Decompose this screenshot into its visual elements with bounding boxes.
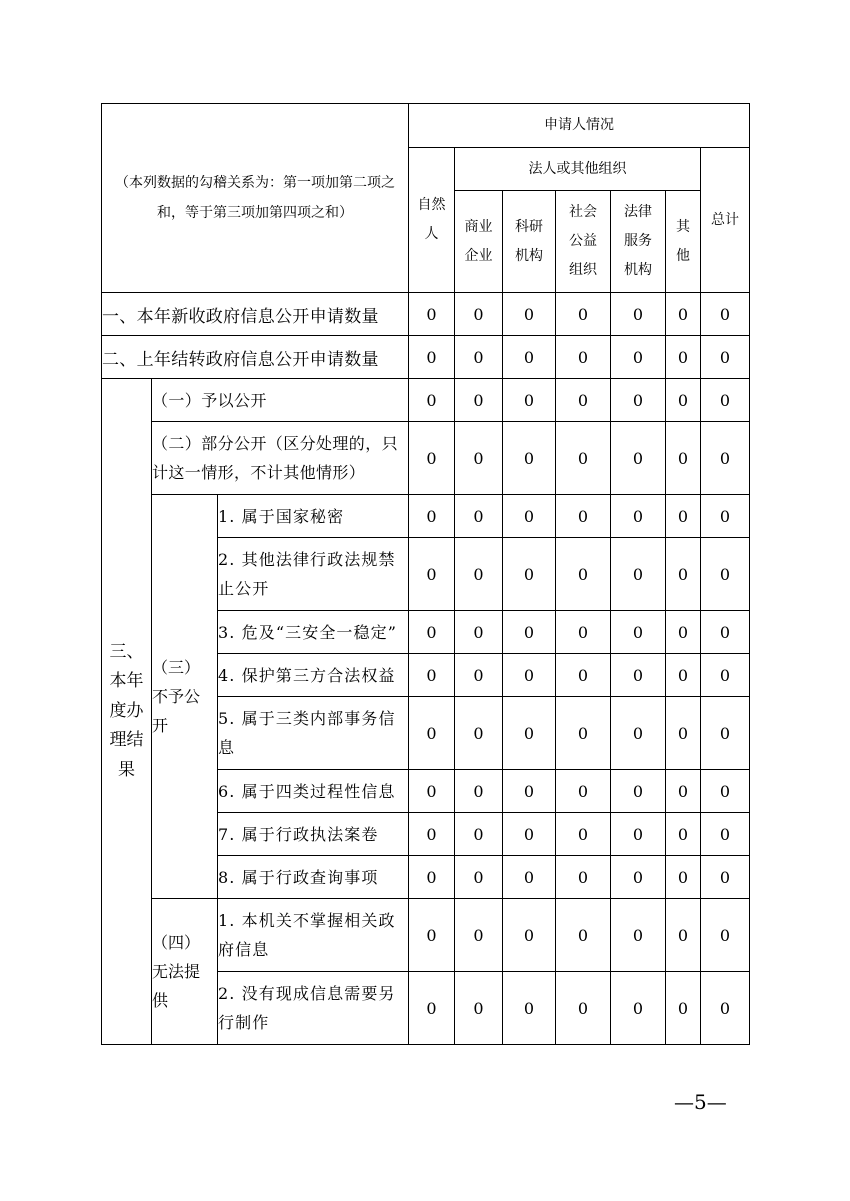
table-row — [102, 899, 750, 972]
count-commercial-enterprise: 0 — [455, 293, 503, 336]
count-legal-service-org: 0 — [611, 697, 666, 770]
other-org-header-text: 其他 — [675, 218, 690, 264]
count-research-institution: 0 — [503, 856, 556, 899]
count-legal-service-org: 0 — [611, 336, 666, 379]
count-total: 0 — [701, 611, 750, 654]
count-research-institution: 0 — [503, 422, 556, 495]
count-other-org: 0 — [666, 856, 701, 899]
count-other-org: 0 — [666, 899, 701, 972]
count-research-institution: 0 — [503, 495, 556, 538]
count-legal-service-org: 0 — [611, 972, 666, 1045]
row-label: （二）部分公开（区分处理的，只计这一情形，不计其他情形） — [152, 422, 409, 495]
count-natural-person: 0 — [409, 697, 455, 770]
count-total: 0 — [701, 899, 750, 972]
count-other-org: 0 — [666, 972, 701, 1045]
count-commercial-enterprise: 0 — [455, 495, 503, 538]
count-public-welfare-org: 0 — [556, 654, 611, 697]
count-public-welfare-org: 0 — [556, 611, 611, 654]
public-welfare-org-header — [556, 191, 611, 293]
count-commercial-enterprise: 0 — [455, 697, 503, 770]
count-natural-person: 0 — [409, 495, 455, 538]
count-other-org: 0 — [666, 422, 701, 495]
count-public-welfare-org: 0 — [556, 422, 611, 495]
count-other-org: 0 — [666, 611, 701, 654]
count-public-welfare-org: 0 — [556, 972, 611, 1045]
count-legal-service-org: 0 — [611, 538, 666, 611]
count-other-org: 0 — [666, 770, 701, 813]
count-total: 0 — [701, 654, 750, 697]
table-note: （本列数据的勾稽关系为：第一项加第二项之和，等于第三项加第四项之和） — [102, 104, 409, 293]
count-commercial-enterprise: 0 — [455, 422, 503, 495]
count-total: 0 — [701, 495, 750, 538]
disclosure-statistics-table — [101, 103, 750, 1045]
count-public-welfare-org: 0 — [556, 379, 611, 422]
applicant-situation-header: 申请人情况 — [409, 104, 750, 148]
count-public-welfare-org: 0 — [556, 336, 611, 379]
count-commercial-enterprise: 0 — [455, 770, 503, 813]
count-legal-service-org: 0 — [611, 379, 666, 422]
count-other-org: 0 — [666, 654, 701, 697]
total-header: 总计 — [701, 148, 750, 293]
row-label: 1. 属于国家秘密 — [218, 495, 409, 538]
count-commercial-enterprise: 0 — [455, 611, 503, 654]
count-commercial-enterprise: 0 — [455, 379, 503, 422]
other-org-header — [666, 191, 701, 293]
row-label: 5. 属于三类内部事务信息 — [218, 697, 409, 770]
count-legal-service-org: 0 — [611, 611, 666, 654]
count-research-institution: 0 — [503, 770, 556, 813]
row-label: （一）予以公开 — [152, 379, 409, 422]
not-disclosed-group-label — [152, 495, 218, 899]
results-group-label — [102, 379, 152, 1045]
table-row — [102, 293, 750, 336]
count-total: 0 — [701, 422, 750, 495]
count-other-org: 0 — [666, 813, 701, 856]
count-other-org: 0 — [666, 293, 701, 336]
count-research-institution: 0 — [503, 697, 556, 770]
count-legal-service-org: 0 — [611, 495, 666, 538]
row-label: 8. 属于行政查询事项 — [218, 856, 409, 899]
count-public-welfare-org: 0 — [556, 293, 611, 336]
count-natural-person: 0 — [409, 856, 455, 899]
count-total: 0 — [701, 972, 750, 1045]
table-row — [102, 379, 750, 422]
count-other-org: 0 — [666, 336, 701, 379]
count-other-org: 0 — [666, 697, 701, 770]
count-legal-service-org: 0 — [611, 856, 666, 899]
count-commercial-enterprise: 0 — [455, 654, 503, 697]
count-natural-person: 0 — [409, 770, 455, 813]
count-research-institution: 0 — [503, 813, 556, 856]
legal-person-group-header: 法人或其他组织 — [455, 148, 701, 191]
row-label: 1. 本机关不掌握相关政府信息 — [218, 899, 409, 972]
count-natural-person: 0 — [409, 538, 455, 611]
count-other-org: 0 — [666, 379, 701, 422]
count-public-welfare-org: 0 — [556, 813, 611, 856]
count-public-welfare-org: 0 — [556, 899, 611, 972]
count-research-institution: 0 — [503, 379, 556, 422]
row-label: 6. 属于四类过程性信息 — [218, 770, 409, 813]
count-natural-person: 0 — [409, 611, 455, 654]
count-total: 0 — [701, 813, 750, 856]
count-legal-service-org: 0 — [611, 422, 666, 495]
legal-service-org-header — [611, 191, 666, 293]
research-institution-header-text: 科研机构 — [515, 218, 543, 264]
count-total: 0 — [701, 697, 750, 770]
count-natural-person: 0 — [409, 813, 455, 856]
count-legal-service-org: 0 — [611, 770, 666, 813]
count-natural-person: 0 — [409, 972, 455, 1045]
count-total: 0 — [701, 293, 750, 336]
count-total: 0 — [701, 856, 750, 899]
count-other-org: 0 — [666, 538, 701, 611]
count-commercial-enterprise: 0 — [455, 899, 503, 972]
count-research-institution: 0 — [503, 899, 556, 972]
natural-person-header-text: 自然人 — [417, 197, 446, 242]
count-total: 0 — [701, 336, 750, 379]
count-natural-person: 0 — [409, 293, 455, 336]
count-public-welfare-org: 0 — [556, 770, 611, 813]
row-label: 2. 其他法律行政法规禁止公开 — [218, 538, 409, 611]
count-legal-service-org: 0 — [611, 899, 666, 972]
table-row — [102, 336, 750, 379]
count-total: 0 — [701, 770, 750, 813]
row-label: 一、本年新收政府信息公开申请数量 — [102, 293, 409, 336]
count-commercial-enterprise: 0 — [455, 538, 503, 611]
row-label: 2. 没有现成信息需要另行制作 — [218, 972, 409, 1045]
count-commercial-enterprise: 0 — [455, 813, 503, 856]
page-number: —5— — [674, 1090, 727, 1114]
row-label: 3. 危及“三安全一稳定” — [218, 611, 409, 654]
row-label: 7. 属于行政执法案卷 — [218, 813, 409, 856]
count-public-welfare-org: 0 — [556, 495, 611, 538]
count-commercial-enterprise: 0 — [455, 336, 503, 379]
count-commercial-enterprise: 0 — [455, 972, 503, 1045]
count-research-institution: 0 — [503, 972, 556, 1045]
row-label: 二、上年结转政府信息公开申请数量 — [102, 336, 409, 379]
not-disclosed-group-text: （三）不予公开 — [152, 658, 201, 735]
count-research-institution: 0 — [503, 336, 556, 379]
count-legal-service-org: 0 — [611, 654, 666, 697]
count-natural-person: 0 — [409, 899, 455, 972]
commercial-enterprise-header — [455, 191, 503, 293]
count-research-institution: 0 — [503, 538, 556, 611]
research-institution-header — [503, 191, 556, 293]
count-natural-person: 0 — [409, 379, 455, 422]
count-research-institution: 0 — [503, 654, 556, 697]
count-commercial-enterprise: 0 — [455, 856, 503, 899]
count-public-welfare-org: 0 — [556, 538, 611, 611]
count-legal-service-org: 0 — [611, 813, 666, 856]
count-public-welfare-org: 0 — [556, 856, 611, 899]
legal-service-org-header-text: 法律服务机构 — [624, 204, 652, 278]
count-other-org: 0 — [666, 495, 701, 538]
results-group-text: 三、本年度办理结果 — [109, 641, 144, 780]
count-natural-person: 0 — [409, 422, 455, 495]
count-natural-person: 0 — [409, 654, 455, 697]
table-row — [102, 422, 750, 495]
row-label: 4. 保护第三方合法权益 — [218, 654, 409, 697]
count-research-institution: 0 — [503, 293, 556, 336]
commercial-enterprise-header-text: 商业企业 — [464, 218, 493, 264]
count-total: 0 — [701, 379, 750, 422]
natural-person-header — [409, 148, 455, 293]
cannot-provide-group-text: （四）无法提供 — [152, 933, 201, 1010]
header-row — [102, 104, 750, 148]
table-row — [102, 495, 750, 538]
cannot-provide-group-label — [152, 899, 218, 1045]
count-total: 0 — [701, 538, 750, 611]
count-research-institution: 0 — [503, 611, 556, 654]
count-natural-person: 0 — [409, 336, 455, 379]
count-legal-service-org: 0 — [611, 293, 666, 336]
count-public-welfare-org: 0 — [556, 697, 611, 770]
public-welfare-org-header-text: 社会公益组织 — [569, 204, 597, 278]
